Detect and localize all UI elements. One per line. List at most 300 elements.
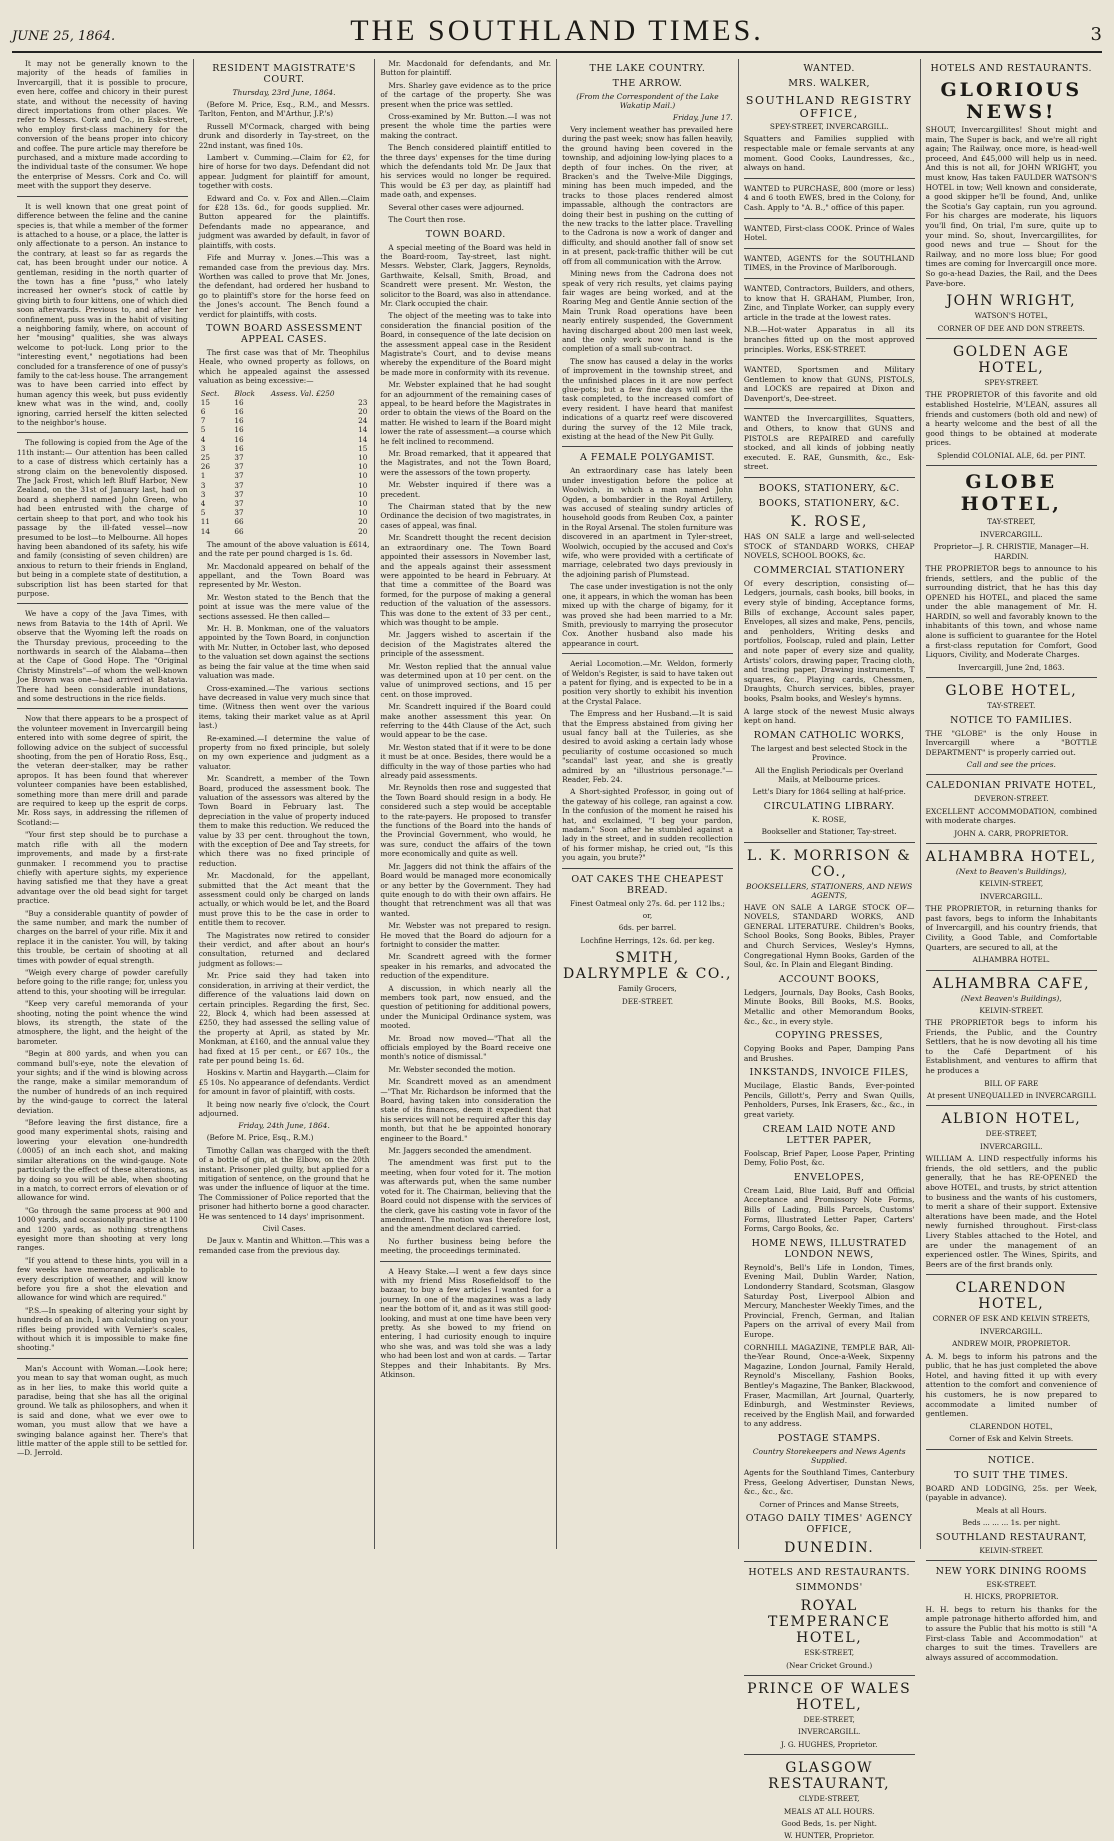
ad-subheading: NOTICE TO FAMILIES. <box>950 714 1073 726</box>
ad-title: ALHAMBRA CAFE, <box>932 975 1091 992</box>
ad-line: DEE-STREET, <box>803 1714 855 1724</box>
article-paragraph: The amount of the above valuation is £614, and the rate per pound charged is 1s. 6d. <box>198 539 370 559</box>
article-paragraph: The Bench considered plaintiff entitled to the three days' expenses for the time during which the defendants told Mr. De Jaux that his services would no longer be required. This would be £3 per day, as plaintiff had made oath, and expenses. <box>380 143 552 200</box>
ad-title: GLOBE HOTEL, <box>960 471 1062 516</box>
ad-line: SPEY-STREET, INVERCARGILL. <box>769 122 889 131</box>
table-row <box>199 453 370 462</box>
ad-text: Of every description, consisting of—Ledgers, journals, cash books, bill books, in every style of binding, Acceptance forms, Bills of exchange, Account sales paper, Envelopes, all sizes and make, Pens, pencils, and penholders, Writing desks and portfolios, Foolscap, ruled and plain, Letter and note paper of every size and quality, Artists' colors, drawing paper, Tracing cloth, and tracing paper, Drawing instruments, T squares, &c., Playing cards, Chessmen, Draughts, Church services, bibles, prayer books, Psalm books, and Wesley's hymns. <box>743 578 915 703</box>
section-heading: BOOKS, STATIONERY, &C. <box>758 483 900 495</box>
table-cell: 16 <box>234 416 244 426</box>
ad-text: THE "GLOBE" is the only House in Invercargill where a "BOTTLE DEPARTMENT" is properly carried out. <box>925 728 1098 757</box>
ad-line: W. HUNTER, Proprietor. <box>784 1831 875 1841</box>
ad-line: Proprietor—J. R. CHRISTIE, Manager—H. HARDIN. <box>933 542 1089 561</box>
article-paragraph: De Jaux v. Mantin and Whitton.—This was a remanded case from the previous day. <box>198 1236 370 1255</box>
table-cell: 37 <box>234 499 244 508</box>
table-cell: 3 <box>200 489 206 499</box>
ad-line: INVERCARGILL. <box>980 529 1043 539</box>
ad-subheading: TO SUIT THE TIMES. <box>954 1469 1069 1481</box>
table-cell: 23 <box>358 397 368 407</box>
article-paragraph: Mr. Macdonald for defendants, and Mr. Button for plaintiff. <box>380 59 552 78</box>
section-heading: TOWN BOARD. <box>425 228 506 240</box>
divider <box>926 1105 1098 1106</box>
table-cell: 14 <box>358 425 368 435</box>
table-cell: 11 <box>200 517 210 527</box>
article-paragraph: "Buy a considerable quantity of powder of the same number, and mark the number of charges on the barrel of your rifle. Mix it and replace it in the canister. You will, by taking this trouble, be certain of shooting at all times with powder of equal strength. <box>17 908 188 965</box>
ad-line: DEE-STREET. <box>621 996 674 1006</box>
ad-text: Copying Books and Paper, Damping Pans and Brushes. <box>743 1044 915 1063</box>
article-paragraph: "Before leaving the first distance, fire a good many experimental shots, raising and lowering your elevation one-hundredth (.0005) of an inch each shot, and making similar alterations on the wind-gauge. Note particularly the effect of these alterations, as by doing so you will be able, when shooting in a match, to correct errors of elevation or of allowance for wind. <box>17 1118 188 1203</box>
article-paragraph: No further business being before the meeting, the proceedings terminated. <box>380 1236 552 1256</box>
ad-line: CLARENDON HOTEL, <box>969 1421 1053 1431</box>
article-paragraph: Man's Account with Woman.—Look here; you mean to say that woman ought, as much as in her lies, to make this world quite a paradise, being that she has all the original ground. We talk as philosophers, and when it is said and done, what we ever owe to woman, you must allow that we have a swinging balance against her. There's that little matter of the apple still to be settled for.—D. Jerrold. <box>17 1363 188 1458</box>
ad-line: INVERCARGILL. <box>980 1141 1043 1151</box>
article-paragraph: Very inclement weather has prevailed here during the past week; snow has fallen heavily, the ground having been covered in the township, and adjoining low-lying places to a depth of four inches. On the river, at Bracken's and the Twelve-Mile Diggings, mining has been much impeded, and the tracks to those places rendered almost impassable, although the contractors are doing their best in pushing on the cutting of the new tracks to the latter place. Travelling to the Cadrona is now a work of danger and difficulty, and should another fall of snow set in at present, pack-traffic thither will be cut off from all communication with the Arrow. <box>562 125 733 266</box>
divider <box>744 408 915 409</box>
article-paragraph: The Court then rose. <box>388 215 466 225</box>
table-cell: 24 <box>358 416 368 426</box>
divider <box>744 1754 915 1755</box>
divider <box>926 970 1098 971</box>
article-paragraph: "Weigh every charge of powder carefully before going to the rifle range; for, unless you attend to this, your shooting will be irregular. <box>17 967 188 996</box>
ad-line: CLYDE-STREET, <box>798 1794 860 1804</box>
ad-text: Cream Laid, Blue Laid, Buff and Official Acceptance and Promissory Note Forms, Bills of Lading, Bills Parcels, Customs' Forms, Illustrated Letter Paper, Carters' Forms, Cargo Books, &c. <box>743 1185 915 1234</box>
table-row <box>199 490 370 499</box>
divider <box>380 1261 551 1262</box>
table-row <box>199 398 370 407</box>
article-paragraph: Mr. Jaggers wished to ascertain if the decision of the Magistrates altered the principle of the assessment. <box>380 630 552 659</box>
ad-line: Invercargill, June 2nd, 1863. <box>958 662 1065 672</box>
section-heading: TOWN BOARD ASSESSMENT APPEAL CASES. <box>205 322 363 345</box>
article-paragraph: Now that there appears to be a prospect of the volunteer movement in Invercargill being entered into with some degree of spirit, the following advice on the subject of successful shooting, from the pen of Horatio Ross, Esq., the veteran deer-stalker, may be rather apropos. It has been found that wherever volunteer companies have been established, something more than mere drill and parade are required to keep up the esprit de corps. Mr. Ross says, in addressing the riflemen of Scotland:— <box>17 714 188 827</box>
table-cell: 16 <box>234 425 244 435</box>
ad-title: SOUTHLAND RESTAURANT, <box>935 1531 1087 1543</box>
article-paragraph: Lambert v. Cumming.—Claim for £2, for hire of horse for two days. Defendant did not appear. Judgment for plaintiff for amount, together with costs. <box>198 153 370 191</box>
table-cell: 14 <box>200 526 210 536</box>
ad-subheading: COMMERCIAL STATIONERY <box>753 564 905 576</box>
ad-subheading: ROMAN CATHOLIC WORKS, <box>753 729 905 741</box>
article-paragraph: Fife and Murray v. Jones.—This was a remanded case from the previous day. Mrs. Worthen was called to prove that Mr. Jones, the defendant, had ordered her husband to go to plaintiff's store for the horse feed on the Jones's account. The Bench found a verdict for plaintiffs, with costs. <box>198 253 370 319</box>
table-header: Sect. <box>200 388 220 398</box>
ad-title: ROYAL TEMPERANCE HOTEL, <box>767 1598 891 1647</box>
article-paragraph: Russell M'Cormack, charged with being drunk and disorderly in Tay-street, on the 22nd instant, was fined 10s. <box>198 121 370 150</box>
divider <box>744 1675 915 1676</box>
ad-text: HAVE ON SALE A LARGE STOCK OF—NOVELS, STANDARD WORKS, AND GENERAL LITERATURE. Children's Books, School Books, Song Books, Bibles, Prayer and Church Services, Wesley's Hymns, Congregational Hymn Books, Garden of the Soul, &c. In Plain and Elegant Binding. <box>743 902 915 970</box>
article-paragraph: Mr. Macdonald appeared on behalf of the appellant, and the Town Board was represented by Mr. Weston. <box>198 561 370 590</box>
ad-line: H. HICKS, PROPRIETOR. <box>964 1592 1059 1602</box>
divider <box>926 1560 1098 1561</box>
article-paragraph: "Begin at 800 yards, and when you can command bull's-eye, note the elevation of your sights; and if the wind is blowing across the range, make a similar memorandum of the number of hundreds of an inch required by the wind-gauge to correct the lateral deviation. <box>17 1049 188 1115</box>
ad-line: ESK-STREET, <box>804 1648 855 1658</box>
table-cell: 10 <box>358 471 368 481</box>
article-paragraph: Re-examined.—I determine the value of property from no fixed principle, but solely on my own experience and judgment as a valuator. <box>198 733 370 771</box>
wanted-ad: WANTED, Sportsmen and Military Gentlemen to know that GUNS, PISTOLS, and LOCKS are repaired at Dixon and Davenport's, Dee-street. <box>743 365 915 403</box>
ad-line: (Near Cricket Ground.) <box>786 1660 873 1670</box>
article-paragraph: (Before M. Price, Esq., R.M., and Messrs. Tarlton, Fenton, and M'Arthur, J.P.'s) <box>198 100 370 119</box>
ad-title: GLORIOUS NEWS! <box>940 79 1083 123</box>
article-paragraph: Mr. Webster seconded the motion. <box>388 1064 516 1074</box>
ad-subtitle: (Next to Beaven's Buildings), <box>955 867 1067 877</box>
ad-title: NOTICE. <box>987 1454 1035 1466</box>
article-paragraph: Mr. H. B. Monkman, one of the valuators appointed by the Town Board, in conjunction with Mr. Nutter, in October last, who deposed to the valuation set down against the sections as being the fair value at the time when said valuation was made. <box>198 624 370 681</box>
table-row <box>199 444 370 453</box>
wanted-ad: WANTED to PURCHASE, 800 (more or less) 4 and 6 tooth EWES, bred in the Colony, for Cash. Apply to "A. B.," office of this paper. <box>743 183 915 212</box>
ad-text: Mucilage, Elastic Bands, Ever-pointed Pencils, Gillott's, Perry and Swan Quills, Penholders, Purses, Ink Erasers, &c., &c., in great variety. <box>743 1081 915 1120</box>
table-cell: 3 <box>200 443 206 453</box>
article-paragraph: The amendment was first put to the meeting, when four voted for it. The motion was afterwards put, when the same number voted for it. The Chairman, believing that the Board could not dispense with the services of the clerk, gave his casting vote in favor of the amendment. The motion was therefore lost, and the amendment declared carried. <box>380 1158 552 1234</box>
article-paragraph: Mr. Scandrett, a member of the Town Board, produced the assessment book. The valuation of the assessors was altered by the Town Board in February last. The depreciation in the value of property induced them to make this reduction. We reduced the value by 33 per cent. throughout the town, with the exception of Dee and Tay streets, for which there was no fixed principle of reduction. <box>198 774 370 868</box>
table-header: Block <box>234 388 255 398</box>
table-cell: 10 <box>358 489 368 499</box>
ad-line: INVERCARGILL. <box>980 1326 1043 1336</box>
ad-text: A. M. begs to inform his patrons and the public, that he has just completed the above Hotel, and having fitted it up with every attention to the comfort and convenience of his customers, he is now prepared to accommodate a limited number of gentlemen. <box>925 1351 1098 1419</box>
ad-line: KELVIN-STREET, <box>979 879 1044 889</box>
article-paragraph: The Magistrates now retired to consider their verdict, and after about an hour's consultation, returned and declared judgment as follows:— <box>198 930 370 968</box>
divider <box>926 1274 1098 1275</box>
columns <box>12 59 1102 1841</box>
table-cell: 37 <box>234 489 244 499</box>
ad-text: SHOUT, Invercargillites! Shout might and main, The Super is back, and we're all right again; The Railway, once more, is head-well proceed, And £45,000 will help us in need. And this is not all, for JOHN WRIGHT, you must know, Has taken FAULDER WATSON'S HOTEL in tow; Well known and considerate, a good skipper he'll be found, And, unlike the Scotia's Gay captain, run you aground. For his charges are moderate, his liquors you'll find, On trial, I'm sure, quite up to your mind. So, shout, Invercargillites, for good news and true — Shout for the Railway, and no more loss blue; For good times are coming for Invercargill once more. So go-a-head Dazies, the Rail, and the Dees Pave-bore. <box>925 125 1098 288</box>
ad-line: KELVIN-STREET. <box>979 1545 1044 1555</box>
divider <box>744 359 915 360</box>
ad-subtitle: Country Storekeepers and News Agents Supplied. <box>752 1446 906 1465</box>
article-paragraph: The following is copied from the Age of the 11th instant:— Our attention has been called to a case of distress which certainly has a strong claim on the benevolently disposed. The Jack Frost, which left Bluff Harbor, New Zealand, on the 31st of January last, had on board a shepherd named John Green, who had been entrusted with the charge of certain sheep to that port, and who took his passage by the ill-fated vessel—now presumed to be lost—to Melbourne. All hopes having been abandoned of its safety, his wife and family (consisting of seven children) are anxious to return to their friends in England, but being in a complete state of destitution, a subscription list has been started for that purpose. <box>17 438 188 598</box>
article-paragraph: Mr. Scandrett inquired if the Board could make another assessment this year. On referring to the 44th Clause of the Act, such would appear to be the case. <box>380 702 552 740</box>
ad-text: Reynold's, Bell's Life in London, Times, Evening Mail, Dublin Warder, Nation, Londonderry Standard, Scotsman, Glasgow Saturday Post, Liverpool Albion and Mercury, Manchester Weekly Times, and the Provincial, French, German, and Italian Papers on the arrival of every Mail from Europe. <box>743 1262 915 1339</box>
ad-text: Agents for the Southland Times, Canterbury Press, Geelong Advertiser, Dunstan News, &c., &c., &c. <box>743 1467 915 1497</box>
ad-title: OAT CAKES THE CHEAPEST BREAD. <box>571 873 724 896</box>
ad-subheading: CREAM LAID NOTE AND LETTER PAPER, <box>762 1123 896 1146</box>
article-paragraph: Timothy Callan was charged with the theft of a bottle of gin, at the Elbow, on the 20th instant. Prisoner pled guilty, but applied for a mitigation of sentence, on the ground that he was under the influence of liquor at the time. The Commissioner of Police reported that the prisoner had hitherto borne a good character. He was sentenced to 14 days' imprisonment. <box>198 1145 370 1221</box>
section-heading: A FEMALE POLYGAMIST. <box>580 452 715 464</box>
column-3 <box>375 59 557 1549</box>
ad-text: Squatters and Families supplied with respectable male or female servants at any moment. Good Cooks, Laundresses, &c., always on hand. <box>743 134 915 173</box>
article-paragraph: Mr. Macdonald, for the appellant, submitted that the Act meant that the assessment could only be charged on lands actually, or which would be let, and the Board must prove this to be the case in order to entitle them to recover. <box>198 871 370 928</box>
divider <box>744 278 915 279</box>
subheading: Civil Cases. <box>262 1224 306 1234</box>
divider <box>17 432 188 433</box>
ad-line: CORNER OF DEE AND DON STREETS. <box>937 323 1085 333</box>
ad-title: GLOBE HOTEL, <box>945 683 1078 700</box>
divider <box>926 338 1098 339</box>
ad-text: THE PROPRIETOR, in returning thanks for past favors, begs to inform the Inhabitants of Invercargill, and his country friends, that Civility, a Good Table, and Comfortable Quarters, are secured to all, at the <box>925 904 1098 952</box>
article-paragraph: The Empress and her Husband.—It is said that the Empress abstained from giving her usual fancy ball at the Tuileries, as she desired to avoid asking a certain lady whose peculiarity of costume occasioned so much "scandal" last year, and she is greatly admired by an "illustrious personage."—Reader, Feb. 24. <box>562 709 733 784</box>
ad-line: KELVIN-STREET. <box>979 1005 1044 1015</box>
ad-text: BOARD AND LODGING, 25s. per Week, (payable in advance). <box>925 1483 1098 1503</box>
article-paragraph: Mr. Reynolds then rose and suggested that the Town Board should resign in a body. He considered such a step would be acceptable to the rate-payers. He proposed to transfer the functions of the Board into the hands of the Provincial Government, who would, he was sure, conduct the affairs of the town more economically and quite as well. <box>380 783 552 859</box>
ad-subtitle: (Next Beaven's Buildings), <box>960 993 1062 1003</box>
article-paragraph: Mr. Webster was not prepared to resign. He moved that the Board do adjourn for a fortnight to consider the matter. <box>380 921 552 949</box>
ad-line: TAY-STREET, <box>987 517 1036 527</box>
table-row <box>199 425 370 434</box>
article-paragraph: Mr. Jaggers did not think the affairs of the Board would be managed more economically or any better by the Government. They had quite enough to do with their own affairs. He thought that retrenchment was all that was wanted. <box>380 861 552 918</box>
ad-line: Corner of Princes and Manse Streets, <box>759 1499 899 1509</box>
ad-subheading: CIRCULATING LIBRARY. <box>763 800 895 812</box>
ad-title: SIMMONDS' <box>795 1582 863 1594</box>
ad-line: The largest and best selected Stock in the Province. <box>751 743 908 763</box>
ad-line: Family Grocers, <box>618 984 677 994</box>
table-header: Assess. Val. £250 <box>270 388 335 398</box>
article-paragraph: A Short-sighted Professor, in going out of the gateway of his college, ran against a cow. In the confusion of the moment he raised his hat, and exclaimed, "I beg your pardon, madam." Soon after he stumbled against a lady in the street, and in sudden recollection of his former mishap, he cried out, "Is this you again, you brute?" <box>562 787 733 863</box>
ad-subheading: POSTAGE STAMPS. <box>777 1432 881 1444</box>
ad-line: INVERCARGILL. <box>980 891 1043 901</box>
table-cell: 16 <box>234 406 244 416</box>
table-cell: 10 <box>358 508 368 518</box>
ad-line: ESK-STREET. <box>986 1579 1037 1589</box>
ad-line: Good Beds, 1s. per Night. <box>781 1818 877 1828</box>
ad-title: GLASGOW RESTAURANT, <box>768 1760 891 1793</box>
divider <box>744 842 915 843</box>
article-paragraph: "Go through the same process at 900 and 1000 yards, and occasionally practise at 1100 and 1200 yards, as nothing strengthens eyesight more than shooting at very long ranges. <box>17 1205 188 1253</box>
article-paragraph: "P.S.—In speaking of altering your sight by hundreds of an inch, I am calculating on your rifles being provided with Vernier's scales, without which it is impossible to make fine shooting." <box>17 1305 188 1353</box>
table-row <box>199 416 370 425</box>
ad-line: TAY-STREET. <box>987 701 1036 711</box>
table-cell: 37 <box>234 508 244 518</box>
ad-text: THE PROPRIETOR begs to announce to his friends, settlers, and the public of the surrounding district, that he has this day OPENED his HOTEL, and placed the same under the able management of Mr. H. HARDIN, so well and favorably known to the inhabitants of this town, and whose name alone is sufficient to guarantee for the Hotel a first-class reputation for Comfort, Good Liquors, Civility, and Moderate Charges. <box>925 563 1098 660</box>
ad-line: JOHN A. CARR, PROPRIETOR. <box>954 829 1069 839</box>
ad-line: CORNER OF ESK AND KELVIN STREETS, <box>932 1314 1090 1324</box>
table-cell: 25 <box>200 452 210 462</box>
article-paragraph: We have a copy of the Java Times, with news from Batavia to the 14th of April. We observe that the Wyoming left the roads on the Thursday previous, proceeding to the northwards in search of the Alabama—then at the Cape of Good Hope. The "Original Christy Minstrels"—of whom the well-known Joe Brown was one—had arrived at Batavia. There had been considerable inundations, and some destructions in the rice fields. <box>17 609 188 703</box>
article-paragraph: "Your first step should be to purchase a match rifle with all the modern improvements, and made by a first-rate gunmaker. I recommend you to practise chiefly with aperture sights, my experience having satisfied me that they have a great advantage over the old bead sight for target practice. <box>17 830 188 906</box>
divider <box>17 196 188 197</box>
article-paragraph: An extraordinary case has lately been under investigation before the police at Woolwich, in which a man named John Ogden, a bombardier in the Royal Artillery, was accused of stealing sundry articles of household goods from Reuben Cox, a painter in the Royal Arsenal. The stolen furniture was discovered in an apartment in Tyler-street, Woolwich, occupied by the accused and Cox's wife, who were provided with a certificate of marriage, celebrated two days previously in the adjoining parish of Plumstead. <box>562 466 733 579</box>
divider <box>744 1561 915 1562</box>
issue-date: JUNE 25, 1864. <box>12 29 116 44</box>
ad-line: or, <box>642 911 653 921</box>
table-row <box>199 508 370 517</box>
divider <box>744 248 915 249</box>
article-paragraph: The object of the meeting was to take into consideration the financial position of the Board, in consequence of the late decision on the assessment appeal case in the Resident Magistrate's Court, and to devise means whereby the expenditure of the Board might be made more in conformity with its revenue. <box>380 311 552 377</box>
ad-text: Ledgers, Journals, Day Books, Cash Books, Minute Books, Bill Books, M.S. Books, Metallic and other Memorandum Books, &c., &c., in every style. <box>743 987 915 1026</box>
ad-line: INVERCARGILL. <box>797 1727 861 1737</box>
ad-title: ALHAMBRA HOTEL, <box>925 849 1097 866</box>
ad-line: Lochfine Herrings, 12s. 6d. per keg. <box>580 935 715 945</box>
dateline: Friday, June 17. <box>672 113 733 122</box>
article-paragraph: Aerial Locomotion.—Mr. Weldon, formerly of Weldon's Register, is said to have taken out a patent for flying, and is expected to be in a position very shortly to exhibit his invention at the Crystal Palace. <box>562 659 733 706</box>
wanted-ad: WANTED, AGENTS for the SOUTHLAND TIMES, in the Province of Marlborough. <box>743 253 915 273</box>
ad-text: WILLIAM A. LIND respectfully informs his friends, the old settlers, and the public generally, that he has RE-OPENED the above HOTEL, and trusts, by strict attention to business and the wants of his customers, to merit a share of their support. Extensive alterations have been made, and the Hotel newly furnished throughout. First-class Livery Stables attached to the Hotel, and are under the management of an experienced ostler. The Wines, Spirits, and Beers are of the first brands only. <box>925 1154 1098 1269</box>
article-paragraph: The first case was that of Mr. Theophilus Heale, who owned property as follows, on which he appealed against the assessed valuation as being excessive:— <box>198 347 370 386</box>
valuation-table <box>199 389 370 536</box>
table-cell: 66 <box>234 517 244 527</box>
article-paragraph: Mr. Scandrett agreed with the former speaker in his remarks, and advocated the reduction of the expenditure. <box>380 952 552 981</box>
divider <box>926 465 1098 466</box>
column-4 <box>557 59 739 1549</box>
ad-line: At present UNEQUALLED in INVERCARGILL <box>926 1091 1096 1100</box>
table-cell: 20 <box>358 526 368 536</box>
divider <box>926 774 1098 775</box>
section-heading: THE LAKE COUNTRY. <box>589 63 706 74</box>
table-cell: 1 <box>200 471 206 481</box>
ad-subheading: HOME NEWS, ILLUSTRATED LONDON NEWS, <box>751 1237 907 1260</box>
wanted-ad: WANTED the Invercargillites, Squatters, and Others, to know that GUNS and PISTOLS are REPAIRED and carefully stocked, and all kinds of jobbing neatly executed. E. RAE, Gunsmith, &c., Esk-street. <box>743 414 915 472</box>
table-row <box>199 471 370 480</box>
correspondent-note: (From the Correspondent of the Lake Wakatip Mail.) <box>576 92 719 110</box>
article-paragraph: Mining news from the Cadrona does not speak of very rich results, yet claims paying fair wages are being worked, and at the Roaring Meg and Gentle Annie section of the Main Trunk Road operations have been nearly entirely suspended, the Government having discharged about 200 men last week, and the only work now in hand is the completion of a small sub-contract. <box>562 269 733 354</box>
ad-subheading: COPYING PRESSES, <box>775 1030 884 1042</box>
divider <box>926 677 1098 678</box>
divider <box>744 218 915 219</box>
section-dateline: Thursday, 23rd June, 1864. <box>232 88 336 97</box>
table-cell: 5 <box>200 425 206 435</box>
article-paragraph: It being now nearly five o'clock, the Court adjourned. <box>198 1099 370 1118</box>
ad-line: Corner of Esk and Kelvin Streets. <box>949 1434 1074 1444</box>
newspaper-title: THE SOUTHLAND TIMES. <box>350 14 764 47</box>
ad-text: H. H. begs to return his thanks for the ample patronage hitherto afforded him, and to assure the Public that his motto is still "A First-class Table and Accommodation" at charges to suit the times. Travellers are always assured of accommodation. <box>925 1604 1098 1662</box>
ad-title: BOOKS, STATIONERY, &C. <box>758 498 900 510</box>
ad-subheading: INKSTANDS, INVOICE FILES, <box>749 1067 909 1079</box>
article-paragraph: A discussion, in which nearly all the members took part, now ensued, and the question of petitioning for additional powers, under the Municipal Ordinance system, was mooted. <box>380 983 552 1031</box>
article-paragraph: (Before M. Price, Esq., R.M.) <box>206 1133 314 1143</box>
table-cell: 37 <box>234 471 244 481</box>
ad-text: EXCELLENT ACCOMMODATION, combined with moderate charges. <box>925 806 1098 826</box>
article-paragraph: Mrs. Sharley gave evidence as to the price of the cartage of the property. She was present when the price was settled. <box>380 80 552 109</box>
article-paragraph: Edward and Co. v. Fox and Allen.—Claim for £28 13s. 6d., for goods supplied. Mr. Button appeared for the plaintiffs. Defendants made no appearance, and judgment was awarded by default, in favor of plaintiffs, with costs. <box>198 193 370 250</box>
ad-line: Meals at all Hours. <box>976 1505 1047 1515</box>
ad-line: WATSON'S HOTEL, <box>974 311 1048 321</box>
divider <box>17 708 188 709</box>
article-paragraph: A Heavy Stake.—I went a few days since with my friend Miss Rosefieldsoff to the bazaar, to buy a few articles I wanted for a journey. In one of the magazines was a lady near the bottom of it, and as it was still good-looking, and must at one time have been very pretty. As she bowed to my friend on entering, I had curiosity enough to inquire who she was, and was told she was a lady who had been lost and won at cards. — Tartar Steppes and their Inhabitants. By Mrs. Atkinson. <box>380 1266 552 1379</box>
ad-title: JOHN WRIGHT, <box>946 293 1077 310</box>
section-heading: HOTELS AND RESTAURANTS. <box>748 1567 910 1579</box>
ad-text: THE PROPRIETOR begs to inform his Friends, the Public, and the Country Settlers, that he is now devoting all his time to the Café Department of his Establishment, and ventures to affirm that he produces a <box>925 1018 1098 1075</box>
ad-title: SOUTHLAND REGISTRY OFFICE, <box>745 94 913 120</box>
wanted-ad: WANTED, Contractors, Builders, and others, to know that H. GRAHAM, Plumber, Iron, Zinc, and Tinplate Worker, can supply every article in the trade at the lowest rates. <box>743 283 915 322</box>
ad-line: Lett's Diary for 1864 selling at half-price. <box>752 787 906 797</box>
divider <box>17 603 188 604</box>
article-paragraph: It is well known that one great point of difference between the feline and the canine species is, that while a member of the former is attached to a house, or a place, the latter is only affectionate to a person. An instance to the contrary, at least so far as regards the cat, has been brought under our notice. A gentleman, residing in the north quarter of the town has a fine "puss," who lately increased her owner's stock of cattle by giving birth to four kittens, one of which died soon afterwards. Previous to, and after her confinement, puss was in the habit of visiting a neighboring family, where, on account of her "mousing" qualities, she was always welcome to pot-luck. Long prior to the "interesting event," negotiations had been concluded for a transference of one of pussy's family to the cat-less house. The arrangement was to have been carried into effect by human agency this week, but puss evidently knew what was in the wind, and, coolly ignoring, carried herself the kitten selected to the neighbor's house. <box>17 201 188 428</box>
divider <box>744 178 915 179</box>
ad-line: 6ds. per barrel. <box>618 923 677 933</box>
table-cell: 10 <box>358 452 368 462</box>
ad-title: ALBION HOTEL, <box>941 1111 1082 1128</box>
ad-text: HAS ON SALE a large and well-selected STOCK of STANDARD WORKS, CHEAP NOVELS, SCHOOL BOOKS, &c. <box>743 532 915 561</box>
article-paragraph: Several other cases were adjourned. <box>388 202 524 212</box>
page-number: 3 <box>1090 24 1102 45</box>
table-header-row <box>199 389 370 398</box>
ad-line: MEALS AT ALL HOURS. <box>783 1806 875 1816</box>
ad-title: K. ROSE, <box>790 514 868 531</box>
table-cell: 15 <box>200 397 210 407</box>
wanted-ad: N.B.—Hot-water Apparatus in all its branches fitted up on the most approved principles. Works, ESK-STREET. <box>743 325 915 354</box>
section-heading: RESIDENT MAGISTRATE'S COURT. <box>212 63 356 85</box>
table-cell: 16 <box>234 443 244 453</box>
article-paragraph: Cross-examined by Mr. Button.—I was not present the whole time the parties were making the contract. <box>380 112 552 140</box>
section-heading: HOTELS AND RESTAURANTS. <box>930 63 1093 74</box>
table-row <box>199 462 370 471</box>
article-paragraph: Cross-examined.—The various sections have decreased in value very much since that time. (Witness then went over the various items, taking their market value as at April last.) <box>198 683 370 731</box>
table-cell: 10 <box>358 480 368 490</box>
ad-title: CALEDONIAN PRIVATE HOTEL, <box>926 780 1097 792</box>
column-5 <box>739 59 921 1841</box>
ad-line: Bookseller and Stationer, Tay-street. <box>761 827 897 837</box>
column-6 <box>921 59 1103 1662</box>
divider <box>562 868 733 869</box>
table-cell: 7 <box>200 416 206 426</box>
table-row <box>199 527 370 536</box>
ad-line: Splendid COLONIAL ALE, 6d. per PINT. <box>937 450 1086 460</box>
article-paragraph: Mr. Broad now moved—"That all the officials employed by the Board receive one month's notice of dismissal." <box>380 1033 552 1062</box>
table-cell: 4 <box>200 499 206 508</box>
divider <box>926 843 1098 844</box>
table-cell: 14 <box>358 434 368 444</box>
ad-text: Foolscap, Brief Paper, Loose Paper, Printing Demy, Folio Post, &c. <box>743 1148 915 1168</box>
article-paragraph: A special meeting of the Board was held in the Board-room, Tay-street, last night. Messrs. Webster, Clark, Jaggers, Reynolds, Garthwaite, Kelsall, Smith, Broad, and Scandrett were present. Mr. Weston, the solicitor to the Board, was also in attendance. Mr. Clark occupied the chair. <box>380 242 552 308</box>
article-paragraph: Mr. Webster explained that he had sought for an adjournment of the remaining cases of appeal, to be heard before the Magistrates in order to obtain the views of the Board on the matter. He wished to learn if the Board might lower the rate of assessment—a course which he felt inclined to recommend. <box>380 380 552 446</box>
article-paragraph: Mr. Weston stated to the Bench that the point at issue was the mere value of the sections assessed. He then called— <box>198 592 370 621</box>
article-paragraph: The snow has caused a delay in the works of improvement in the township street, and the unfinished places in it are now perfect glue-pots; but a few fine days will see the task completed, to the increased comfort of every resident. I have heard that manifest indications of a quartz reef were discovered during the survey of the 12 Mile track, existing at the head of the New Pit Gully. <box>562 356 733 441</box>
table-cell: 16 <box>234 434 244 444</box>
table-cell: 20 <box>358 517 368 527</box>
table-row <box>199 517 370 526</box>
ad-line: DEE-STREET, <box>985 1129 1037 1139</box>
ad-subtitle: BOOKSELLERS, STATIONERS, AND NEWS AGENTS, <box>746 881 913 900</box>
ad-title: NEW YORK DINING ROOMS <box>935 1565 1087 1577</box>
divider <box>17 1358 188 1359</box>
ad-line: DEVERON-STREET. <box>974 794 1049 804</box>
divider <box>926 1449 1098 1450</box>
article-paragraph: Mr. Weston stated that if it were to be done it must be at once. Besides, there would be a difficulty in the way of those parties who had already paid assessments. <box>380 742 552 781</box>
article-paragraph: Mr. Webster inquired if there was a precedent. <box>380 480 552 499</box>
table-cell: 5 <box>200 508 206 518</box>
ad-line: K. ROSE, <box>812 814 847 824</box>
table-cell: 26 <box>200 462 210 472</box>
table-cell: 66 <box>234 526 244 536</box>
column-2 <box>194 59 376 1549</box>
article-paragraph: The case under investigation is not the only one, it appears, in which the woman has been mixed up with the charge of bigamy, for it was proved she had been married to a Mr. Smith, previously to marrying the prosecutor Cox. Another husband also made his appearance in court. <box>562 582 733 648</box>
ad-title: MRS. WALKER, <box>788 78 871 89</box>
table-cell: 16 <box>234 397 244 407</box>
article-paragraph: "If you attend to these hints, you will in a few weeks have memoranda applicable to every description of weather, and will know before you fire a shot the elevation and allowance for wind which are required." <box>17 1255 188 1303</box>
section-heading: WANTED. <box>803 63 855 74</box>
article-paragraph: It may not be generally known to the majority of the heads of families in Invercargill, that it is possible to procure, even here, coffee and chicory in their purest state, and without the necessity of having direct importations from other places. We refer to Messrs. Cork and Co., in Esk-street, who employ first-class machinery for the conversion of the beans proper into chicory and coffee. The pure article may therefore be purchased, and a mixture made according to the individual taste of the consumer. We hope the enterprise of Messrs. Cork and Co. will meet with the support they deserve. <box>17 59 188 191</box>
section-dateline: Friday, 24th June, 1864. <box>238 1121 330 1131</box>
masthead <box>12 14 1102 53</box>
table-row <box>199 499 370 508</box>
table-cell: 37 <box>234 462 244 472</box>
divider <box>744 477 915 478</box>
article-paragraph: Mr. Price said they had taken into consideration, in arriving at their verdict, the difference of the valuations laid down on certain principles. Regarding the first, Sec. 22, Block 4, which had been assessed at £250, they had assessed the selling value of the property at April, as stated by Mr. Monkman, at £160, and the annual value they had fixed at 15 per cent., or £67 10s., the rate per pound being 1s. 6d. <box>198 971 370 1065</box>
ad-title: DUNEDIN. <box>784 1540 875 1557</box>
table-cell: 6 <box>200 406 206 416</box>
ad-line: ALHAMBRA HOTEL. <box>972 955 1050 965</box>
ad-line: Beds ... ... ... 1s. per night. <box>962 1518 1061 1528</box>
article-paragraph: Mr. Jaggers seconded the amendment. <box>388 1146 532 1156</box>
ad-text: CORNHILL MAGAZINE, TEMPLE BAR, All-the-Year Round, Once-a-Week, Sixpenny Magazine, London Journal, Family Herald, Reynold's Miscellany, Fashion Books, Bentley's Magazine, The Banker, Blackwood, Fraser, Macmillan, Art Journal, Quarterly, Edinburgh, and Westminster Reviews, received by the English Mail, and forwarded to any address. <box>743 1342 915 1429</box>
column-1 <box>12 59 194 1549</box>
table-row <box>199 407 370 416</box>
ad-line: BILL OF FARE <box>984 1078 1039 1088</box>
divider <box>562 653 733 654</box>
ad-title: L. K. MORRISON & CO., <box>747 847 912 880</box>
ad-line: J. G. HUGHES, Proprietor. <box>780 1739 878 1749</box>
ad-line: ANDREW MOIR, PROPRIETOR. <box>952 1339 1071 1349</box>
ad-line: SPEY-STREET. <box>984 377 1039 387</box>
section-subheading: THE ARROW. <box>612 78 683 89</box>
ad-text: THE PROPRIETOR of this favorite and old established Hostelrie, M'LEAN, assures all friends and customers (both old and new) of a hearty welcome and the best of all the good things to be obtained at moderate prices. <box>925 390 1098 448</box>
article-paragraph: Mr. Scandrett moved as an amendment—"That Mr. Richardson be informed that the Board, having taken into consideration the state of its finances, deem it expedient that his services will not be required after this day month, but that he be appointed honorary engineer to the Board." <box>380 1077 552 1143</box>
table-row <box>199 481 370 490</box>
ad-subheading: ACCOUNT BOOKS, <box>778 973 880 985</box>
table-cell: 15 <box>358 443 368 453</box>
table-row <box>199 435 370 444</box>
ad-line: All the English Periodicals per Overland Mails, at Melbourne prices. <box>754 765 904 784</box>
table-cell: 10 <box>358 499 368 508</box>
ad-firm: SMITH, DALRYMPLE & CO., <box>563 950 732 983</box>
table-cell: 10 <box>358 462 368 472</box>
divider <box>562 446 733 447</box>
table-cell: 3 <box>200 480 206 490</box>
